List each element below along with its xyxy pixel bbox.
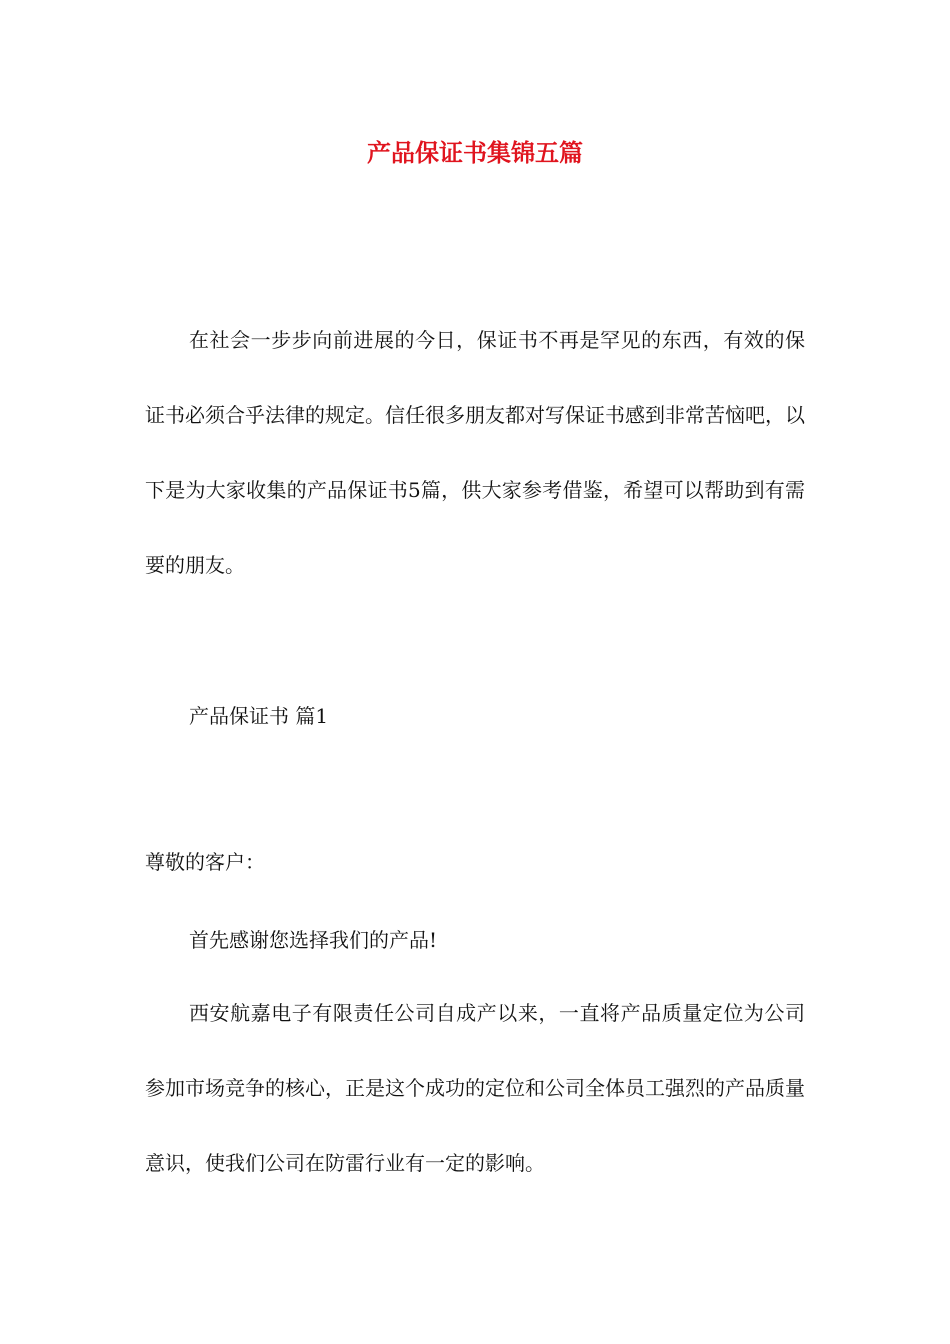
intro-paragraph: 在社会一步步向前进展的今日，保证书不再是罕见的东西，有效的保证书必须合乎法律的规定。信任很多朋友都对写保证书感到非常苦恼吧，以下是为大家收集的产品保证书5篇，供大家参考借鉴，希望可以帮助到有需要的朋友。 (145, 328, 805, 577)
document-title: 产品保证书集锦五篇 (367, 138, 583, 167)
section-heading: 产品保证书 篇1 (189, 704, 329, 728)
thanks-line: 首先感谢您选择我们的产品! (189, 928, 438, 952)
salutation: 尊敬的客户： (145, 850, 265, 874)
body-paragraph: 西安航嘉电子有限责任公司自成产以来，一直将产品质量定位为公司参加市场竞争的核心，正是这个成功的定位和公司全体员工强烈的产品质量意识，使我们公司在防雷行业有一定的影响。 (145, 1001, 805, 1175)
